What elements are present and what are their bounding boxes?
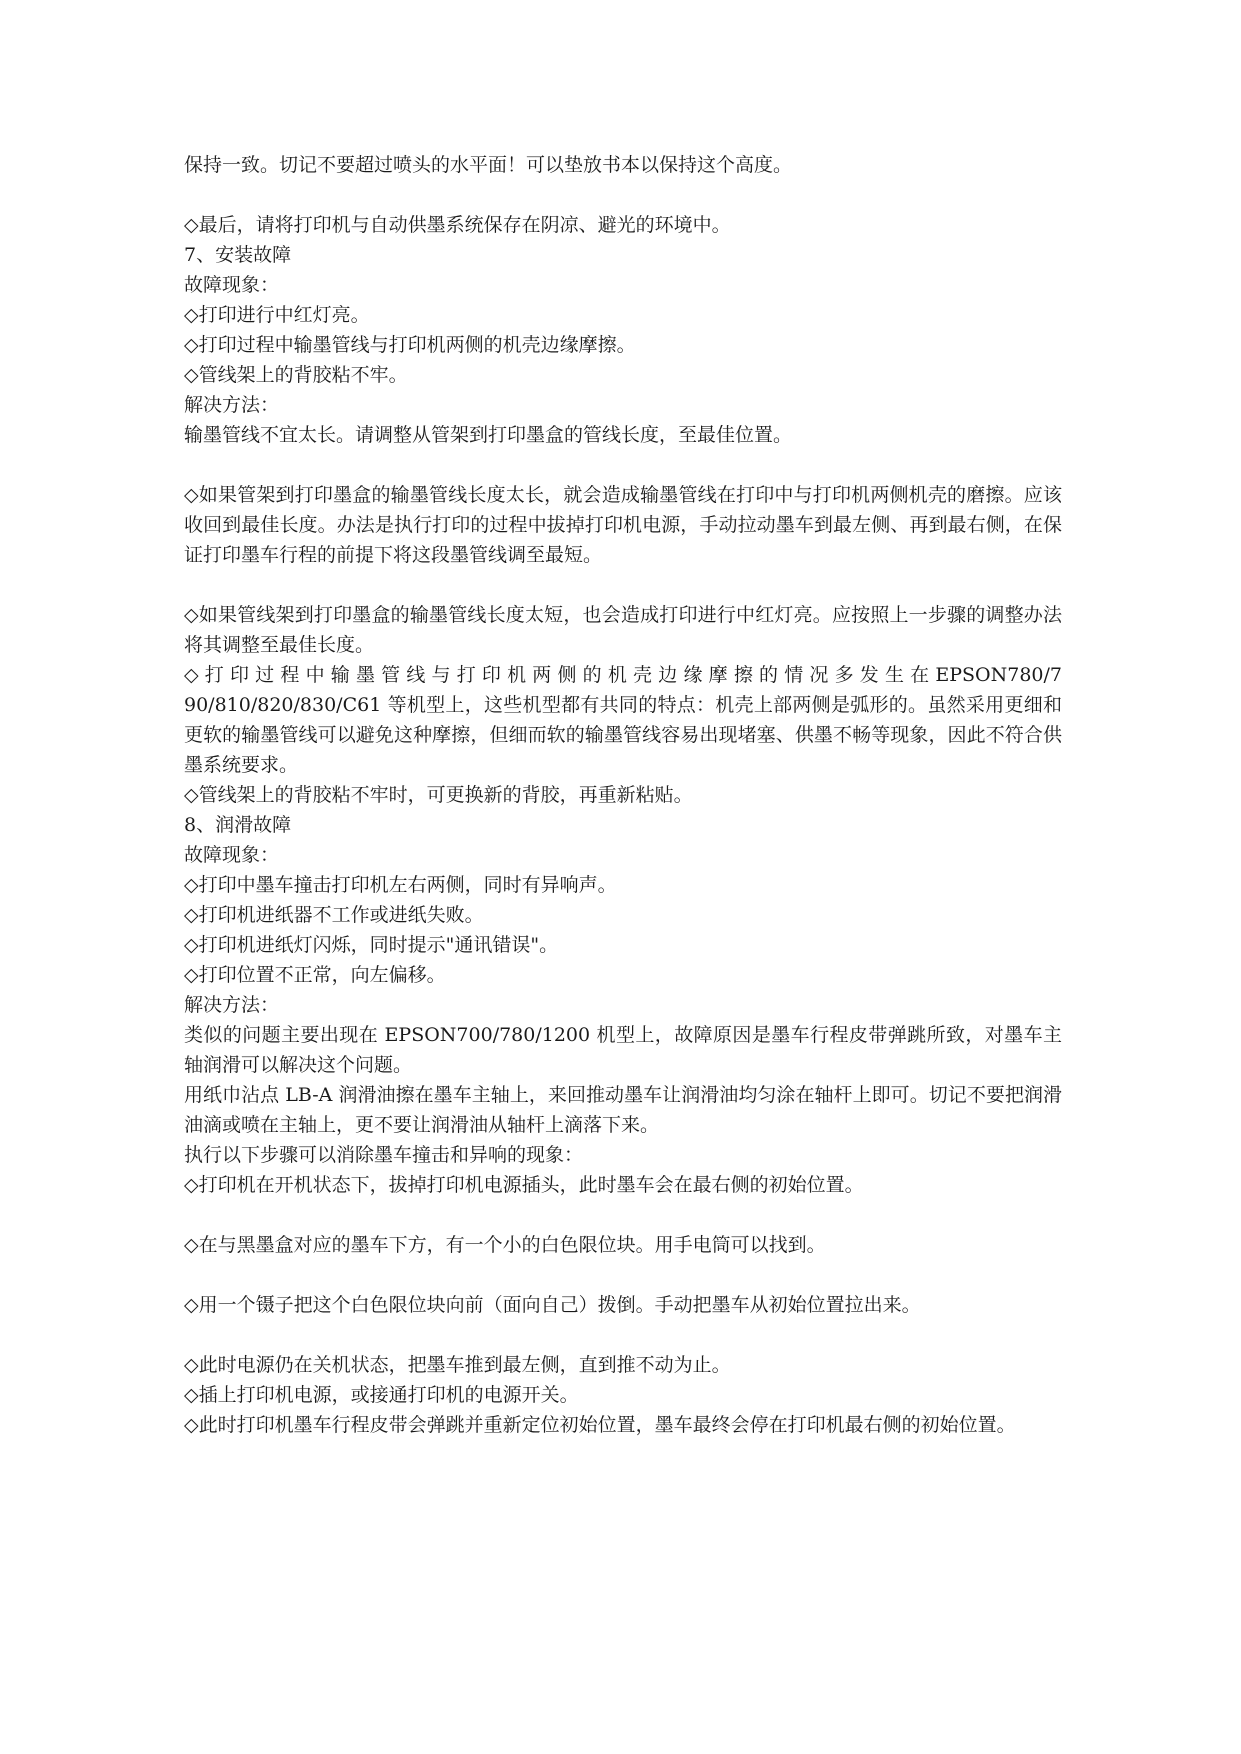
text-line: 解决方法： bbox=[184, 394, 280, 416]
text-line: ◇最后，请将打印机与自动供墨系统保存在阴凉、避光的环境中。 bbox=[184, 214, 731, 236]
paragraph: ◇ 打 印 过 程 中 输 墨 管 线 与 打 印 机 两 侧 的 机 壳 边 缘 摩 擦 的 情 况 多 发 生 在 EPSON780/790/810/820/830/C61 等机型上，这些机型都有共同的特点：机壳上部两侧是弧形的。虽然采用更细和更软的输墨管线可以避免这种摩擦，但细而软的输墨管线容易出现堵塞、供墨不畅等现象，因此不符合供墨系统要求。 bbox=[184, 664, 1062, 776]
text-line: 解决方法： bbox=[184, 994, 280, 1016]
text-line: 故障现象： bbox=[184, 274, 280, 296]
blank-line bbox=[184, 570, 1062, 600]
text-line: ◇在与黑墨盒对应的墨车下方，有一个小的白色限位块。用手电筒可以找到。 bbox=[184, 1234, 826, 1256]
text-line: 保持一致。切记不要超过喷头的水平面！可以垫放书本以保持这个高度。 bbox=[184, 154, 793, 176]
blank-line bbox=[184, 1260, 1062, 1290]
paragraph: ◇如果管线架到打印墨盒的输墨管线长度太短，也会造成打印进行中红灯亮。应按照上一步骤的调整办法将其调整至最佳长度。 bbox=[184, 604, 1062, 656]
text-line: ◇用一个镊子把这个白色限位块向前（面向自己）拨倒。手动把墨车从初始位置拉出来。 bbox=[184, 1294, 921, 1316]
blank-line bbox=[184, 1200, 1062, 1230]
text-line: ◇管线架上的背胶粘不牢。 bbox=[184, 364, 408, 386]
text-line: ◇此时电源仍在关机状态，把墨车推到最左侧，直到推不动为止。 bbox=[184, 1354, 731, 1376]
text-line: ◇打印过程中输墨管线与打印机两侧的机壳边缘摩擦。 bbox=[184, 334, 636, 356]
blank-line bbox=[184, 180, 1062, 210]
text-line: 故障现象： bbox=[184, 844, 280, 866]
text-line: ◇打印位置不正常，向左偏移。 bbox=[184, 964, 446, 986]
paragraph: 用纸巾沾点 LB-A 润滑油擦在墨车主轴上，来回推动墨车让润滑油均匀涂在轴杆上即可。切记不要把润滑油滴或喷在主轴上，更不要让润滑油从轴杆上滴落下来。 bbox=[184, 1084, 1062, 1136]
text-line: 输墨管线不宜太长。请调整从管架到打印墨盒的管线长度，至最佳位置。 bbox=[184, 424, 793, 446]
blank-line bbox=[184, 450, 1062, 480]
document-body bbox=[184, 150, 1062, 1440]
text-line: ◇打印机进纸灯闪烁，同时提示"通讯错误"。 bbox=[184, 934, 559, 956]
blank-line bbox=[184, 1320, 1062, 1350]
text-line: ◇管线架上的背胶粘不牢时，可更换新的背胶，再重新粘贴。 bbox=[184, 784, 693, 806]
paragraph: ◇如果管架到打印墨盒的输墨管线长度太长，就会造成输墨管线在打印中与打印机两侧机壳的磨擦。应该收回到最佳长度。办法是执行打印的过程中拔掉打印机电源，手动拉动墨车到最左侧、再到最右侧，在保证打印墨车行程的前提下将这段墨管线调至最短。 bbox=[184, 484, 1062, 566]
text-line: ◇打印中墨车撞击打印机左右两侧，同时有异响声。 bbox=[184, 874, 617, 896]
text-line: ◇插上打印机电源，或接通打印机的电源开关。 bbox=[184, 1384, 579, 1406]
text-line: ◇打印机在开机状态下，拔掉打印机电源插头，此时墨车会在最右侧的初始位置。 bbox=[184, 1174, 864, 1196]
text-line: ◇打印机进纸器不工作或进纸失败。 bbox=[184, 904, 484, 926]
text-line: 执行以下步骤可以消除墨车撞击和异响的现象： bbox=[184, 1144, 584, 1166]
paragraph: 类似的问题主要出现在 EPSON700/780/1200 机型上，故障原因是墨车行程皮带弹跳所致，对墨车主轴润滑可以解决这个问题。 bbox=[184, 1024, 1062, 1076]
paragraph: ◇此时打印机墨车行程皮带会弹跳并重新定位初始位置，墨车最终会停在打印机最右侧的初始位置。 bbox=[184, 1414, 1016, 1436]
text-line: ◇打印进行中红灯亮。 bbox=[184, 304, 370, 326]
text-line: 8、润滑故障 bbox=[184, 814, 292, 836]
text-line: 7、安装故障 bbox=[184, 244, 292, 266]
